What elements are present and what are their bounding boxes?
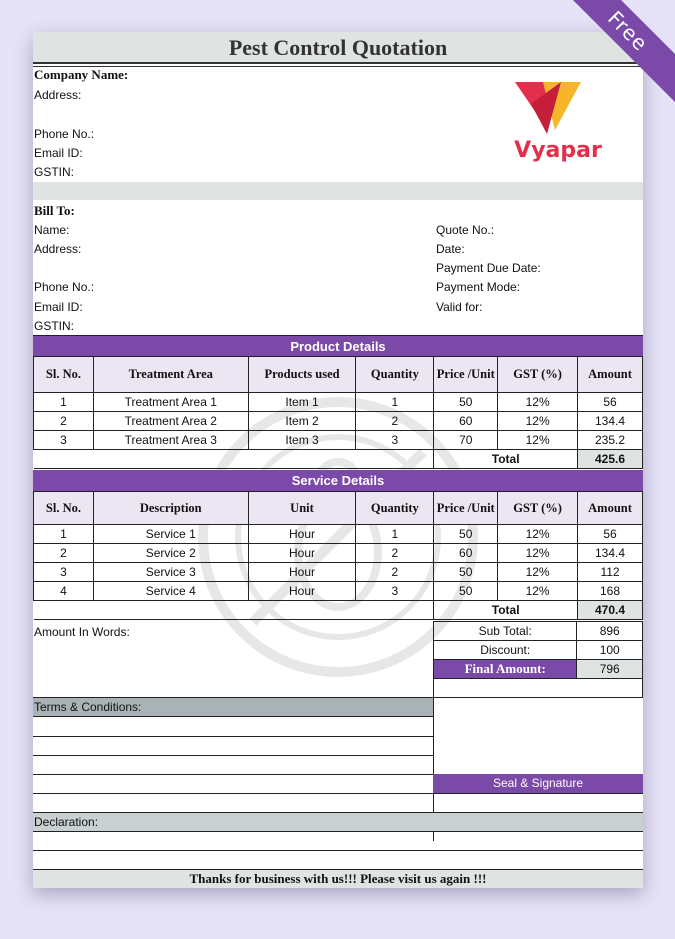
cell: 12% xyxy=(498,431,578,450)
cell: 50 xyxy=(434,525,498,544)
cell: 1 xyxy=(34,525,94,544)
quote-date-label: Date: xyxy=(436,242,465,256)
cell: 56 xyxy=(578,525,643,544)
service-col-unit: Unit xyxy=(248,492,356,525)
table-row xyxy=(34,544,643,563)
cell: 12% xyxy=(498,412,578,431)
cell: 2 xyxy=(34,412,94,431)
company-address-label: Address: xyxy=(34,88,82,102)
bill-name-label: Name: xyxy=(34,223,70,237)
cell: Hour xyxy=(248,525,356,544)
product-col-slno: Sl. No. xyxy=(34,357,94,393)
terms-line xyxy=(33,755,433,756)
cell: 3 xyxy=(356,431,434,450)
cell: 2 xyxy=(34,544,94,563)
seal-signature-label: Seal & Signature xyxy=(433,774,643,793)
table-row xyxy=(34,431,643,450)
service-col-gst: GST (%) xyxy=(498,492,578,525)
service-total-value: 470.4 xyxy=(578,601,643,620)
blank-cell xyxy=(34,450,434,469)
payment-due-label: Payment Due Date: xyxy=(436,261,541,275)
cell: 134.4 xyxy=(578,412,643,431)
cell: Hour xyxy=(248,582,356,601)
vyapar-logo xyxy=(503,78,613,168)
cell: 12% xyxy=(498,582,578,601)
terms-line xyxy=(33,736,433,737)
declaration-line xyxy=(33,850,643,851)
cell: 50 xyxy=(434,393,498,412)
amount-words-label: Amount In Words: xyxy=(34,625,130,639)
table-row xyxy=(34,563,643,582)
cell: Hour xyxy=(248,563,356,582)
service-col-desc: Description xyxy=(93,492,248,525)
bill-gstin-label: GSTIN: xyxy=(34,319,75,333)
page-title: Pest Control Quotation xyxy=(33,32,643,64)
table-row xyxy=(34,412,643,431)
blank-cell xyxy=(34,601,434,620)
cell: 2 xyxy=(356,563,434,582)
cell: Treatment Area 1 xyxy=(93,393,248,412)
product-col-qty: Quantity xyxy=(356,357,434,393)
cell: 1 xyxy=(356,393,434,412)
bill-phone-label: Phone No.: xyxy=(34,280,95,294)
bill-email-label: Email ID: xyxy=(34,300,83,314)
free-ribbon: Free xyxy=(556,0,675,103)
cell: 3 xyxy=(356,582,434,601)
service-total-row xyxy=(34,601,643,620)
company-name-label: Company Name: xyxy=(34,67,129,82)
cell: 235.2 xyxy=(578,431,643,450)
cell: 56 xyxy=(578,393,643,412)
declaration-band xyxy=(33,813,643,832)
bill-address-label: Address: xyxy=(34,242,82,256)
cell: Treatment Area 2 xyxy=(93,412,248,431)
payment-mode-label: Payment Mode: xyxy=(436,280,521,294)
valid-for-label: Valid for: xyxy=(436,300,483,314)
cell: 3 xyxy=(34,431,94,450)
product-col-gst: GST (%) xyxy=(498,357,578,393)
quotation-sheet xyxy=(33,32,643,888)
bill-to-heading: Bill To: xyxy=(34,203,75,218)
terms-line xyxy=(33,774,433,775)
product-col-amount: Amount xyxy=(578,357,643,393)
company-email-label: Email ID: xyxy=(34,146,83,160)
service-col-price: Price /Unit xyxy=(434,492,498,525)
summary-table xyxy=(433,621,643,698)
cell: 60 xyxy=(434,412,498,431)
cell: 50 xyxy=(434,582,498,601)
cell: Item 2 xyxy=(248,412,356,431)
product-col-products: Products used xyxy=(248,357,356,393)
product-table xyxy=(33,356,643,469)
service-table xyxy=(33,491,643,620)
cell: 112 xyxy=(578,563,643,582)
table-row xyxy=(34,393,643,412)
cell: 60 xyxy=(434,544,498,563)
final-amount-value: 796 xyxy=(577,660,643,679)
service-col-slno: Sl. No. xyxy=(34,492,94,525)
terms-band xyxy=(33,698,433,717)
cell: 12% xyxy=(498,544,578,563)
cell: Service 4 xyxy=(93,582,248,601)
service-col-amount: Amount xyxy=(578,492,643,525)
discount-value: 100 xyxy=(577,641,643,660)
product-col-area: Treatment Area xyxy=(93,357,248,393)
product-total-row xyxy=(34,450,643,469)
cell: 50 xyxy=(434,563,498,582)
separator-band xyxy=(33,182,643,200)
seal-line xyxy=(33,793,643,794)
cell: 1 xyxy=(34,393,94,412)
terms-label: Terms & Conditions: xyxy=(34,700,142,714)
cell: 168 xyxy=(578,582,643,601)
cell: Service 1 xyxy=(93,525,248,544)
declaration-label: Declaration: xyxy=(34,815,99,829)
sub-total-label: Sub Total: xyxy=(434,622,577,641)
final-amount-label: Final Amount: xyxy=(434,660,577,679)
product-details-heading: Product Details xyxy=(33,335,643,357)
cell: Item 3 xyxy=(248,431,356,450)
cell: 4 xyxy=(34,582,94,601)
product-col-price: Price /Unit xyxy=(434,357,498,393)
cell: Hour xyxy=(248,544,356,563)
company-gstin-label: GSTIN: xyxy=(34,165,75,179)
footer-message: Thanks for business with us!!! Please visit us again !!! xyxy=(33,870,643,888)
cell: 12% xyxy=(498,563,578,582)
blank-cell xyxy=(434,679,643,698)
cell: 3 xyxy=(34,563,94,582)
company-phone-label: Phone No.: xyxy=(34,127,95,141)
sub-total-value: 896 xyxy=(577,622,643,641)
cell: Treatment Area 3 xyxy=(93,431,248,450)
service-total-label: Total xyxy=(434,601,578,620)
quote-no-label: Quote No.: xyxy=(436,223,495,237)
cell: 2 xyxy=(356,544,434,563)
product-total-label: Total xyxy=(434,450,578,469)
vyapar-wordmark: Vyapar xyxy=(514,138,602,163)
table-row xyxy=(34,525,643,544)
cell: 12% xyxy=(498,525,578,544)
cell: 2 xyxy=(356,412,434,431)
cell: Item 1 xyxy=(248,393,356,412)
cell: 1 xyxy=(356,525,434,544)
cell: 134.4 xyxy=(578,544,643,563)
cell: 70 xyxy=(434,431,498,450)
service-col-qty: Quantity xyxy=(356,492,434,525)
discount-label: Discount: xyxy=(434,641,577,660)
table-row xyxy=(34,582,643,601)
service-details-heading: Service Details xyxy=(33,470,643,491)
cell: Service 3 xyxy=(93,563,248,582)
cell: Service 2 xyxy=(93,544,248,563)
cell: 12% xyxy=(498,393,578,412)
product-total-value: 425.6 xyxy=(578,450,643,469)
